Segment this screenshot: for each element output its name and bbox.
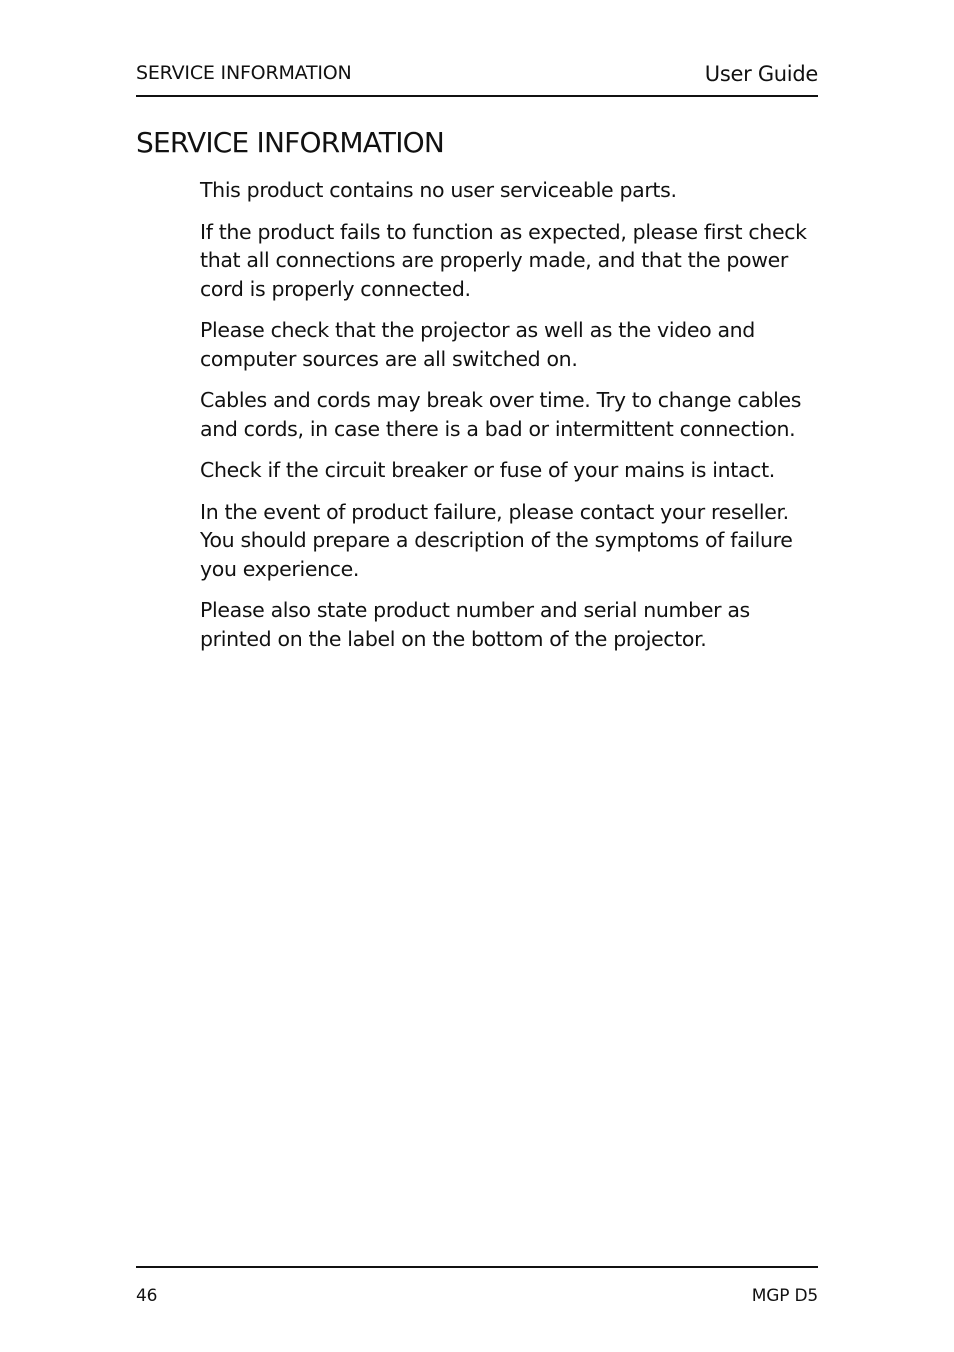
body-content (200, 176, 820, 666)
paragraph: Please also state product number and serial number as printed on the label on the bottom of the projector. (200, 598, 750, 651)
page-footer (136, 1266, 818, 1306)
paragraph: This product contains no user serviceable parts. (200, 178, 677, 202)
paragraph: If the product fails to function as expected, please first check that all connections are properly made, and that the power cord is properly connected. (200, 219, 807, 301)
page-number: 46 (136, 1286, 158, 1306)
page-header (136, 60, 818, 97)
paragraph: Cables and cords may break over time. Try to change cables and cords, in case there is a bad or intermittent connection. (200, 388, 802, 441)
paragraph: In the event of product failure, please contact your reseller. You should prepare a description of the symptoms of failure you experience. (200, 499, 793, 581)
header-section-title: SERVICE INFORMATION (136, 62, 352, 84)
paragraph: Check if the circuit breaker or fuse of your mains is intact. (200, 458, 775, 482)
header-guide-title: User Guide (704, 62, 818, 86)
product-name: MGP D5 (751, 1286, 818, 1306)
paragraph: Please check that the projector as well as the video and computer sources are all switched on. (200, 318, 755, 371)
page-title: SERVICE INFORMATION (136, 126, 445, 159)
